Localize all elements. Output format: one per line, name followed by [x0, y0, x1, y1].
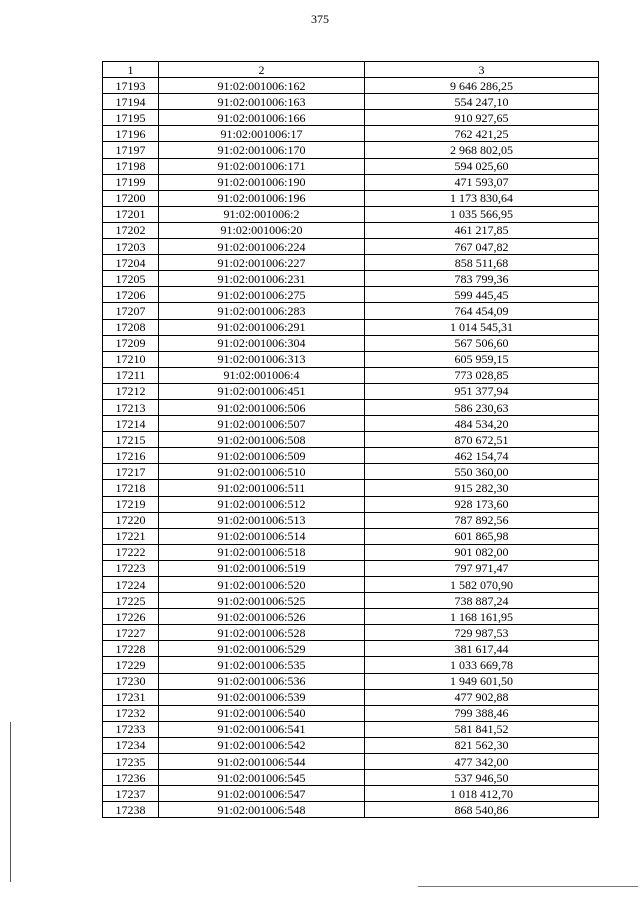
row-number-cell: 17204: [103, 255, 159, 271]
table-row: [103, 577, 599, 593]
row-number-cell: 17226: [103, 609, 159, 625]
row-number-cell: 17217: [103, 464, 159, 480]
header-col-3: 3: [365, 62, 599, 78]
cadastral-value-cell: 910 927,65: [365, 110, 599, 126]
row-number-cell: 17206: [103, 287, 159, 303]
row-number-cell: 17225: [103, 593, 159, 609]
row-number-cell: 17202: [103, 222, 159, 238]
cadastral-value-cell: 567 506,60: [365, 335, 599, 351]
cadastral-table-container: [102, 61, 598, 818]
cadastral-number-cell: 91:02:001006:163: [159, 94, 365, 110]
row-number-cell: 17228: [103, 641, 159, 657]
row-number-cell: 17197: [103, 142, 159, 158]
cadastral-number-cell: 91:02:001006:170: [159, 142, 365, 158]
table-row: [103, 287, 599, 303]
row-number-cell: 17224: [103, 577, 159, 593]
cadastral-number-cell: 91:02:001006:2: [159, 206, 365, 222]
cadastral-value-cell: 477 902,88: [365, 689, 599, 705]
table-row: [103, 560, 599, 576]
table-row: [103, 142, 599, 158]
cadastral-value-cell: 928 173,60: [365, 496, 599, 512]
cadastral-value-cell: 2 968 802,05: [365, 142, 599, 158]
table-row: [103, 110, 599, 126]
page-number: 375: [311, 12, 329, 26]
cadastral-number-cell: 91:02:001006:291: [159, 319, 365, 335]
row-number-cell: 17216: [103, 448, 159, 464]
table-row: [103, 448, 599, 464]
cadastral-value-cell: 537 946,50: [365, 770, 599, 786]
row-number-cell: 17212: [103, 383, 159, 399]
row-number-cell: 17215: [103, 432, 159, 448]
table-row: [103, 367, 599, 383]
cadastral-number-cell: 91:02:001006:536: [159, 673, 365, 689]
cadastral-number-cell: 91:02:001006:304: [159, 335, 365, 351]
row-number-cell: 17205: [103, 271, 159, 287]
row-number-cell: 17222: [103, 544, 159, 560]
row-number-cell: 17203: [103, 239, 159, 255]
cadastral-number-cell: 91:02:001006:508: [159, 432, 365, 448]
table-row: [103, 480, 599, 496]
row-number-cell: 17234: [103, 737, 159, 753]
row-number-cell: 17232: [103, 705, 159, 721]
table-row: [103, 464, 599, 480]
cadastral-number-cell: 91:02:001006:190: [159, 174, 365, 190]
header-col-2: 2: [159, 62, 365, 78]
cadastral-number-cell: 91:02:001006:541: [159, 721, 365, 737]
row-number-cell: 17238: [103, 802, 159, 818]
row-number-cell: 17214: [103, 416, 159, 432]
cadastral-value-table: [102, 61, 599, 818]
row-number-cell: 17210: [103, 351, 159, 367]
table-row: [103, 399, 599, 415]
cadastral-number-cell: 91:02:001006:513: [159, 512, 365, 528]
cadastral-number-cell: 91:02:001006:542: [159, 737, 365, 753]
cadastral-value-cell: 1 168 161,95: [365, 609, 599, 625]
table-row: [103, 802, 599, 818]
header-col-1: 1: [103, 62, 159, 78]
table-row: [103, 770, 599, 786]
table-row: [103, 641, 599, 657]
row-number-cell: 17196: [103, 126, 159, 142]
cadastral-value-cell: 773 028,85: [365, 367, 599, 383]
cadastral-number-cell: 91:02:001006:313: [159, 351, 365, 367]
cadastral-value-cell: 799 388,46: [365, 705, 599, 721]
cadastral-value-cell: 787 892,56: [365, 512, 599, 528]
table-row: [103, 737, 599, 753]
cadastral-value-cell: 868 540,86: [365, 802, 599, 818]
cadastral-value-cell: 586 230,63: [365, 399, 599, 415]
table-row: [103, 512, 599, 528]
cadastral-value-cell: 461 217,85: [365, 222, 599, 238]
cadastral-value-cell: 477 342,00: [365, 754, 599, 770]
row-number-cell: 17229: [103, 657, 159, 673]
row-number-cell: 17231: [103, 689, 159, 705]
cadastral-value-cell: 821 562,30: [365, 737, 599, 753]
table-row: [103, 271, 599, 287]
table-row: [103, 544, 599, 560]
row-number-cell: 17230: [103, 673, 159, 689]
table-body: [103, 78, 599, 818]
cadastral-value-cell: 901 082,00: [365, 544, 599, 560]
table-row: [103, 94, 599, 110]
row-number-cell: 17236: [103, 770, 159, 786]
row-number-cell: 17199: [103, 174, 159, 190]
cadastral-number-cell: 91:02:001006:519: [159, 560, 365, 576]
row-number-cell: 17213: [103, 399, 159, 415]
cadastral-value-cell: 951 377,94: [365, 383, 599, 399]
left-margin-line: [10, 722, 11, 882]
cadastral-number-cell: 91:02:001006:548: [159, 802, 365, 818]
cadastral-value-cell: 915 282,30: [365, 480, 599, 496]
cadastral-value-cell: 764 454,09: [365, 303, 599, 319]
cadastral-value-cell: 762 421,25: [365, 126, 599, 142]
cadastral-value-cell: 783 799,36: [365, 271, 599, 287]
table-row: [103, 351, 599, 367]
cadastral-number-cell: 91:02:001006:171: [159, 158, 365, 174]
cadastral-value-cell: 1 173 830,64: [365, 190, 599, 206]
row-number-cell: 17220: [103, 512, 159, 528]
cadastral-value-cell: 605 959,15: [365, 351, 599, 367]
cadastral-value-cell: 1 018 412,70: [365, 786, 599, 802]
cadastral-value-cell: 797 971,47: [365, 560, 599, 576]
cadastral-value-cell: 581 841,52: [365, 721, 599, 737]
cadastral-value-cell: 1 033 669,78: [365, 657, 599, 673]
cadastral-value-cell: 462 154,74: [365, 448, 599, 464]
cadastral-value-cell: 9 646 286,25: [365, 78, 599, 94]
table-row: [103, 126, 599, 142]
cadastral-number-cell: 91:02:001006:528: [159, 625, 365, 641]
cadastral-number-cell: 91:02:001006:540: [159, 705, 365, 721]
cadastral-number-cell: 91:02:001006:510: [159, 464, 365, 480]
cadastral-number-cell: 91:02:001006:166: [159, 110, 365, 126]
row-number-cell: 17218: [103, 480, 159, 496]
table-row: [103, 255, 599, 271]
cadastral-number-cell: 91:02:001006:545: [159, 770, 365, 786]
row-number-cell: 17207: [103, 303, 159, 319]
cadastral-number-cell: 91:02:001006:507: [159, 416, 365, 432]
cadastral-number-cell: 91:02:001006:506: [159, 399, 365, 415]
cadastral-value-cell: 767 047,82: [365, 239, 599, 255]
row-number-cell: 17208: [103, 319, 159, 335]
table-row: [103, 319, 599, 335]
table-row: [103, 158, 599, 174]
row-number-cell: 17198: [103, 158, 159, 174]
cadastral-value-cell: 471 593,07: [365, 174, 599, 190]
table-row: [103, 625, 599, 641]
table-row: [103, 657, 599, 673]
cadastral-number-cell: 91:02:001006:512: [159, 496, 365, 512]
cadastral-value-cell: 599 445,45: [365, 287, 599, 303]
cadastral-value-cell: 601 865,98: [365, 528, 599, 544]
table-row: [103, 432, 599, 448]
cadastral-number-cell: 91:02:001006:17: [159, 126, 365, 142]
table-row: [103, 190, 599, 206]
cadastral-value-cell: 729 987,53: [365, 625, 599, 641]
row-number-cell: 17223: [103, 560, 159, 576]
cadastral-number-cell: 91:02:001006:511: [159, 480, 365, 496]
table-row: [103, 335, 599, 351]
row-number-cell: 17221: [103, 528, 159, 544]
cadastral-number-cell: 91:02:001006:547: [159, 786, 365, 802]
cadastral-value-cell: 554 247,10: [365, 94, 599, 110]
cadastral-value-cell: 870 672,51: [365, 432, 599, 448]
table-row: [103, 593, 599, 609]
cadastral-number-cell: 91:02:001006:544: [159, 754, 365, 770]
cadastral-number-cell: 91:02:001006:227: [159, 255, 365, 271]
table-row: [103, 786, 599, 802]
table-row: [103, 689, 599, 705]
cadastral-number-cell: 91:02:001006:20: [159, 222, 365, 238]
row-number-cell: 17193: [103, 78, 159, 94]
cadastral-number-cell: 91:02:001006:525: [159, 593, 365, 609]
cadastral-number-cell: 91:02:001006:514: [159, 528, 365, 544]
table-row: [103, 383, 599, 399]
table-row: [103, 78, 599, 94]
table-row: [103, 705, 599, 721]
row-number-cell: 17209: [103, 335, 159, 351]
row-number-cell: 17237: [103, 786, 159, 802]
cadastral-number-cell: 91:02:001006:539: [159, 689, 365, 705]
cadastral-value-cell: 484 534,20: [365, 416, 599, 432]
cadastral-value-cell: 858 511,68: [365, 255, 599, 271]
cadastral-number-cell: 91:02:001006:283: [159, 303, 365, 319]
cadastral-number-cell: 91:02:001006:196: [159, 190, 365, 206]
table-row: [103, 721, 599, 737]
table-row: [103, 496, 599, 512]
cadastral-value-cell: 594 025,60: [365, 158, 599, 174]
table-row: [103, 206, 599, 222]
table-row: [103, 239, 599, 255]
cadastral-number-cell: 91:02:001006:535: [159, 657, 365, 673]
cadastral-number-cell: 91:02:001006:4: [159, 367, 365, 383]
row-number-cell: 17201: [103, 206, 159, 222]
cadastral-value-cell: 1 949 601,50: [365, 673, 599, 689]
table-header-row: [103, 62, 599, 78]
cadastral-number-cell: 91:02:001006:526: [159, 609, 365, 625]
table-row: [103, 609, 599, 625]
cadastral-number-cell: 91:02:001006:509: [159, 448, 365, 464]
table-row: [103, 303, 599, 319]
cadastral-value-cell: 1 582 070,90: [365, 577, 599, 593]
table-row: [103, 754, 599, 770]
row-number-cell: 17233: [103, 721, 159, 737]
row-number-cell: 17200: [103, 190, 159, 206]
table-row: [103, 416, 599, 432]
cadastral-value-cell: 1 035 566,95: [365, 206, 599, 222]
cadastral-number-cell: 91:02:001006:224: [159, 239, 365, 255]
cadastral-value-cell: 381 617,44: [365, 641, 599, 657]
cadastral-value-cell: 1 014 545,31: [365, 319, 599, 335]
cadastral-value-cell: 550 360,00: [365, 464, 599, 480]
table-row: [103, 174, 599, 190]
cadastral-number-cell: 91:02:001006:518: [159, 544, 365, 560]
row-number-cell: 17195: [103, 110, 159, 126]
cadastral-number-cell: 91:02:001006:520: [159, 577, 365, 593]
row-number-cell: 17194: [103, 94, 159, 110]
row-number-cell: 17211: [103, 367, 159, 383]
cadastral-number-cell: 91:02:001006:162: [159, 78, 365, 94]
cadastral-number-cell: 91:02:001006:275: [159, 287, 365, 303]
table-row: [103, 528, 599, 544]
row-number-cell: 17227: [103, 625, 159, 641]
cadastral-number-cell: 91:02:001006:231: [159, 271, 365, 287]
bottom-edge-line: [418, 886, 638, 887]
row-number-cell: 17219: [103, 496, 159, 512]
cadastral-number-cell: 91:02:001006:529: [159, 641, 365, 657]
cadastral-number-cell: 91:02:001006:451: [159, 383, 365, 399]
table-row: [103, 222, 599, 238]
row-number-cell: 17235: [103, 754, 159, 770]
cadastral-value-cell: 738 887,24: [365, 593, 599, 609]
table-row: [103, 673, 599, 689]
